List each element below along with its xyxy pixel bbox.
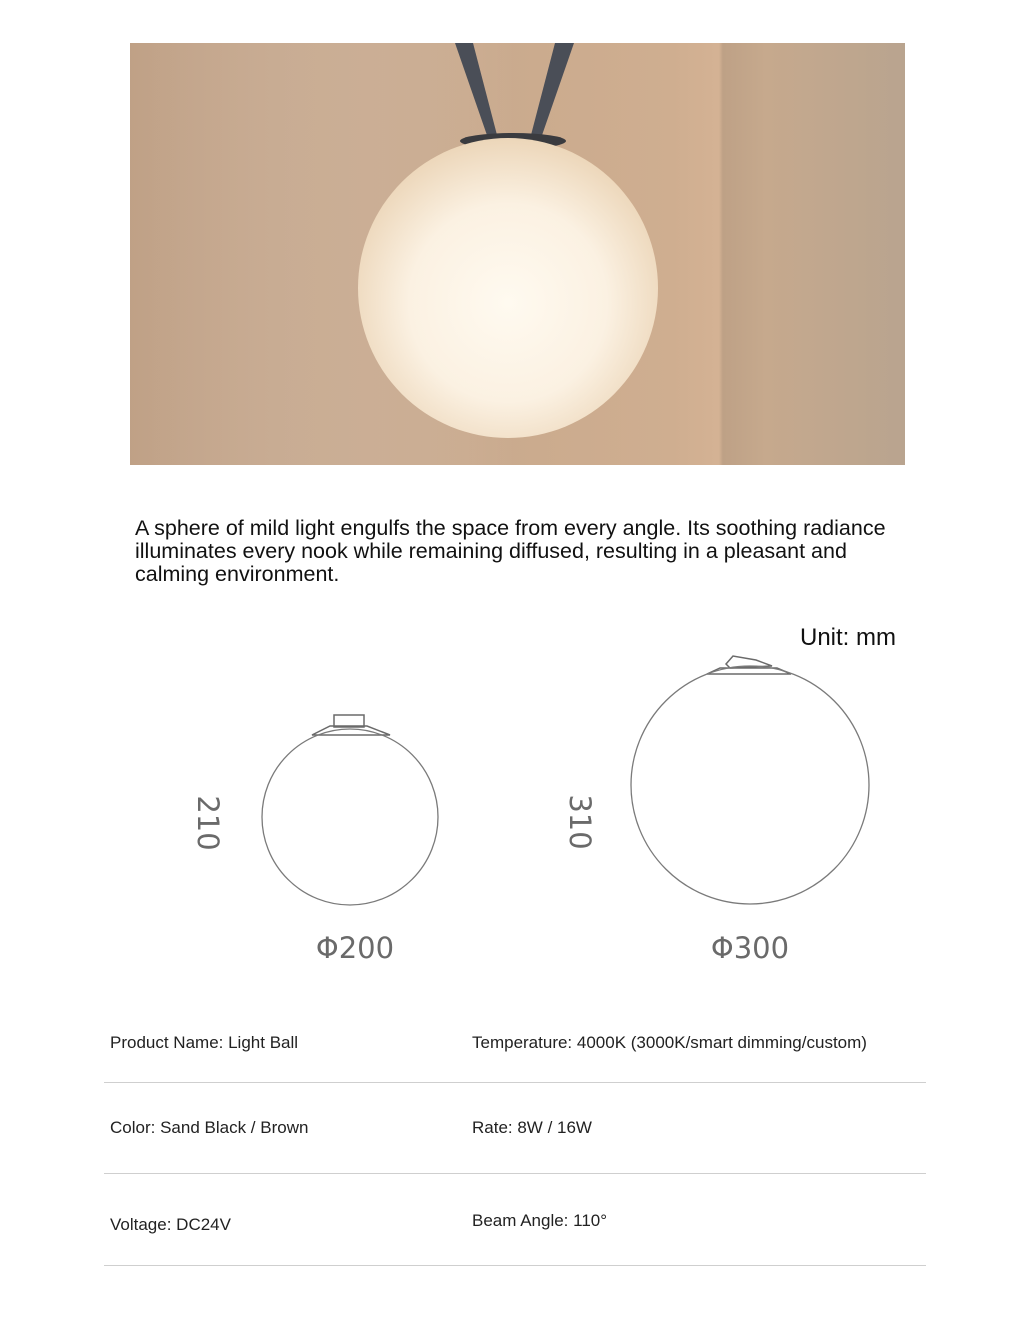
product-description: A sphere of mild light engulfs the space from every angle. Its soothing radiance illuminates every nook while remaining diffused, resulting in a pleasant and calming environment. (135, 516, 886, 586)
spec-voltage: Voltage: DC24V (110, 1215, 231, 1234)
spec-row (104, 1010, 926, 1083)
spec-color: Color: Sand Black / Brown (110, 1118, 309, 1137)
spec-temperature: Temperature: 4000K (3000K/smart dimming/custom) (472, 1033, 867, 1052)
spec-row (104, 1174, 926, 1266)
large-globe-drawing (563, 656, 869, 965)
small-globe-drawing (191, 715, 438, 965)
small-globe-outline (262, 729, 438, 905)
light-globe (358, 138, 658, 438)
small-cap-top (334, 715, 364, 727)
small-diameter-label: Φ200 (315, 931, 395, 965)
product-photo (130, 43, 905, 465)
spec-product-name: Product Name: Light Ball (110, 1033, 299, 1052)
pendant-lamp-illustration (130, 43, 905, 465)
large-height-label: 310 (563, 794, 597, 850)
dimension-drawings (0, 640, 1022, 980)
spec-rate: Rate: 8W / 16W (472, 1118, 592, 1137)
spec-beam-angle: Beam Angle: 110° (472, 1211, 608, 1230)
unit-label: Unit: mm (800, 624, 896, 651)
large-diameter-label: Φ300 (710, 931, 790, 965)
spec-row (104, 1083, 926, 1174)
small-height-label: 210 (191, 795, 225, 851)
large-globe-outline (631, 666, 869, 904)
